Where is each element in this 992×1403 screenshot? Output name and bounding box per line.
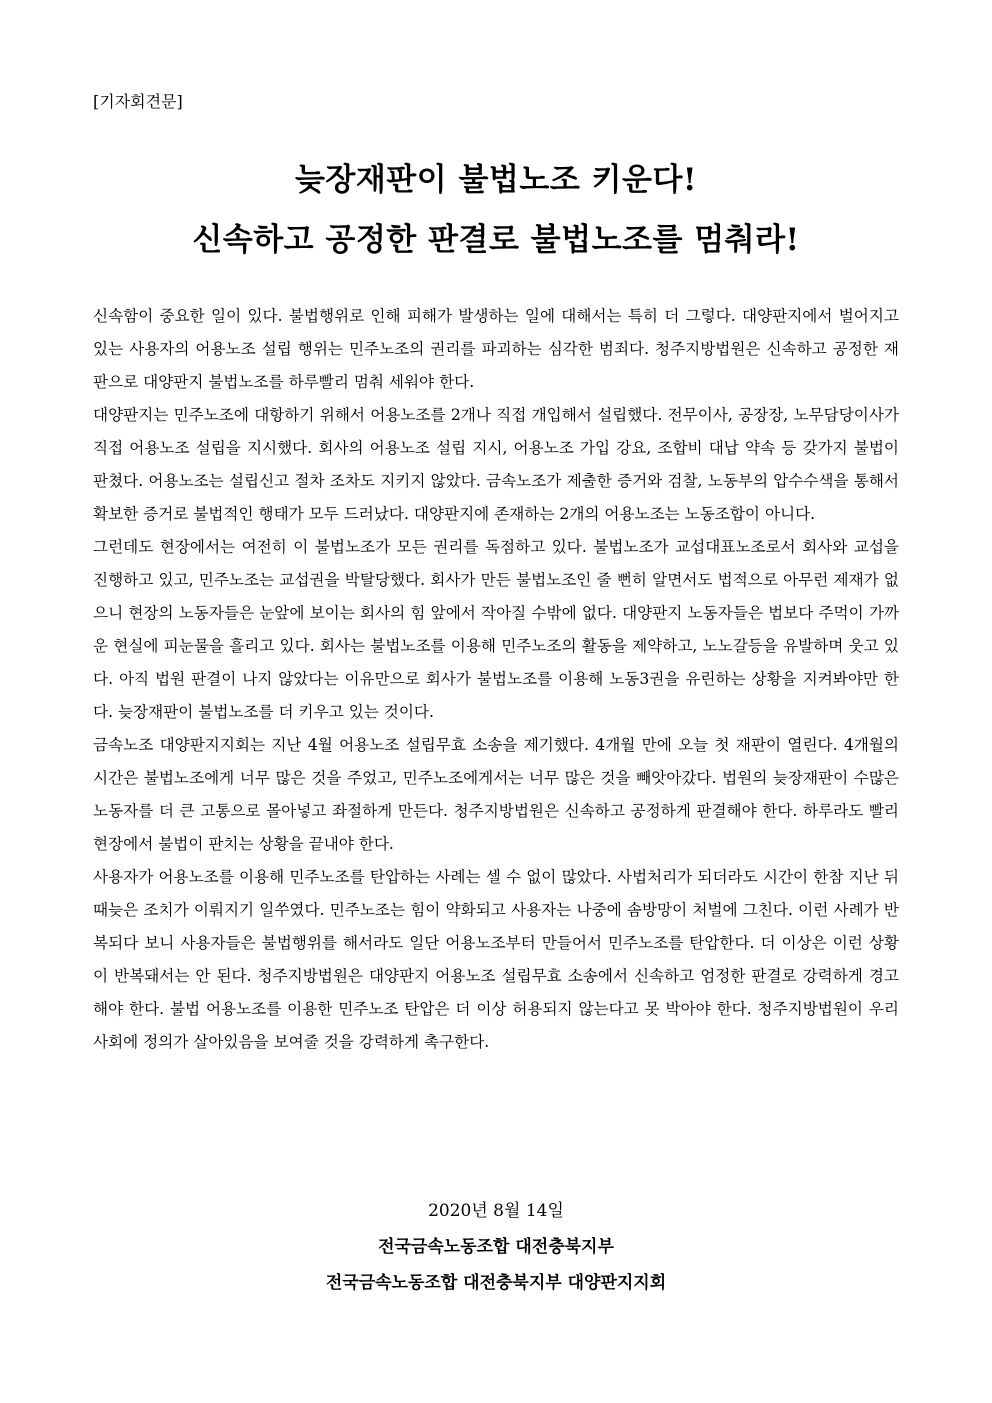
paragraph-4: 금속노조 대양판지지회는 지난 4월 어용노조 설립무효 소송을 제기했다. 4개월 만에 오늘 첫 재판이 열린다. 4개월의 시간은 불법노조에게 너무 많은 것을 주었고, 민주노조에게서는 너무 많은 것을 빼앗아갔다. 법원의 늦장재판이 수많은 노동자를 더 큰 고통으로 몰아넣고 좌절하게 만든다. 청주지방법원은 신속하고 공정하게 판결해야 한다. 하루라도 빨리 현장에서 불법이 판치는 상황을 끝내야 한다. [93,736,899,853]
footer-org-primary: 전국금속노동조합 대전충북지부 [378,1237,614,1257]
footer-org-secondary: 전국금속노동조합 대전충북지부 대양판지지회 [325,1273,667,1293]
title-line-1: 늦장재판이 불법노조 키운다! [294,162,698,198]
paragraph-5: 사용자가 어용노조를 이용해 민주노조를 탄압하는 사례는 셀 수 없이 많았다. 사법처리가 되더라도 시간이 한참 지난 뒤 때늦은 조치가 이뤄지기 일쑤였다. 민주노조는 힘이 약화되고 사용자는 나중에 솜방망이 처벌에 그친다. 이런 사례가 반복되다 보니 사용자들은 불법행위를 해서라도 일단 어용노조부터 만들어서 민주노조를 탄압한다. 더 이상은 이런 상황이 반복돼서는 안 된다. 청주지방법원은 대양판지 어용노조 설립무효 소송에서 신속하고 엄정한 판결로 강력하게 경고해야 한다. 불법 어용노조를 이용한 민주노조 탄압은 더 이상 허용되지 않는다고 못 박아야 한다. 청주지방법원이 우리 사회에 정의가 살아있음을 보여줄 것을 강력하게 촉구한다. [93,868,899,1051]
paragraph-1: 신속함이 중요한 일이 있다. 불법행위로 인해 피해가 발생하는 일에 대해서는 특히 더 그렇다. 대양판지에서 벌어지고 있는 사용자의 어용노조 설립 행위는 민주노조의 권리를 파괴하는 심각한 범죄다. 청주지방법원은 신속하고 공정한 재판으로 대양판지 불법노조를 하루빨리 멈춰 세워야 한다. [93,307,899,391]
document-type-label: [기자회견문] [93,92,183,111]
document-title [60,150,932,270]
document-footer [60,1193,932,1301]
paragraph-2: 대양판지는 민주노조에 대항하기 위해서 어용노조를 2개나 직접 개입해서 설립했다. 전무이사, 공장장, 노무담당이사가 직접 어용노조 설립을 지시했다. 회사의 어용노조 설립 지시, 어용노조 가입 강요, 조합비 대납 약속 등 갖가지 불법이 판쳤다. 어용노조는 설립신고 절차 조차도 지키지 않았다. 금속노조가 제출한 증거와 검찰, 노동부의 압수수색을 통해서 확보한 증거로 불법적인 행태가 모두 드러났다. 대양판지에 존재하는 2개의 어용노조는 노동조합이 아니다. [93,406,899,523]
footer-date: 2020년 8월 14일 [428,1201,564,1221]
title-line-2: 신속하고 공정한 판결로 불법노조를 멈춰라! [192,222,800,258]
document-body [93,300,899,1059]
paragraph-3: 그런데도 현장에서는 여전히 이 불법노조가 모든 권리를 독점하고 있다. 불법노조가 교섭대표노조로서 회사와 교섭을 진행하고 있고, 민주노조는 교섭권을 박탈당했다. 회사가 만든 불법노조인 줄 뻔히 알면서도 법적으로 아무런 제재가 없으니 현장의 노동자들은 눈앞에 보이는 회사의 힘 앞에서 작아질 수밖에 없다. 대양판지 노동자들은 법보다 주먹이 가까운 현실에 피눈물을 흘리고 있다. 회사는 불법노조를 이용해 민주노조의 활동을 제약하고, 노노갈등을 유발하며 웃고 있다. 아직 법원 판결이 나지 않았다는 이유만으로 회사가 불법노조를 이용해 노동3권을 유린하는 상황을 지켜봐야만 한다. 늦장재판이 불법노조를 더 키우고 있는 것이다. [93,538,899,721]
